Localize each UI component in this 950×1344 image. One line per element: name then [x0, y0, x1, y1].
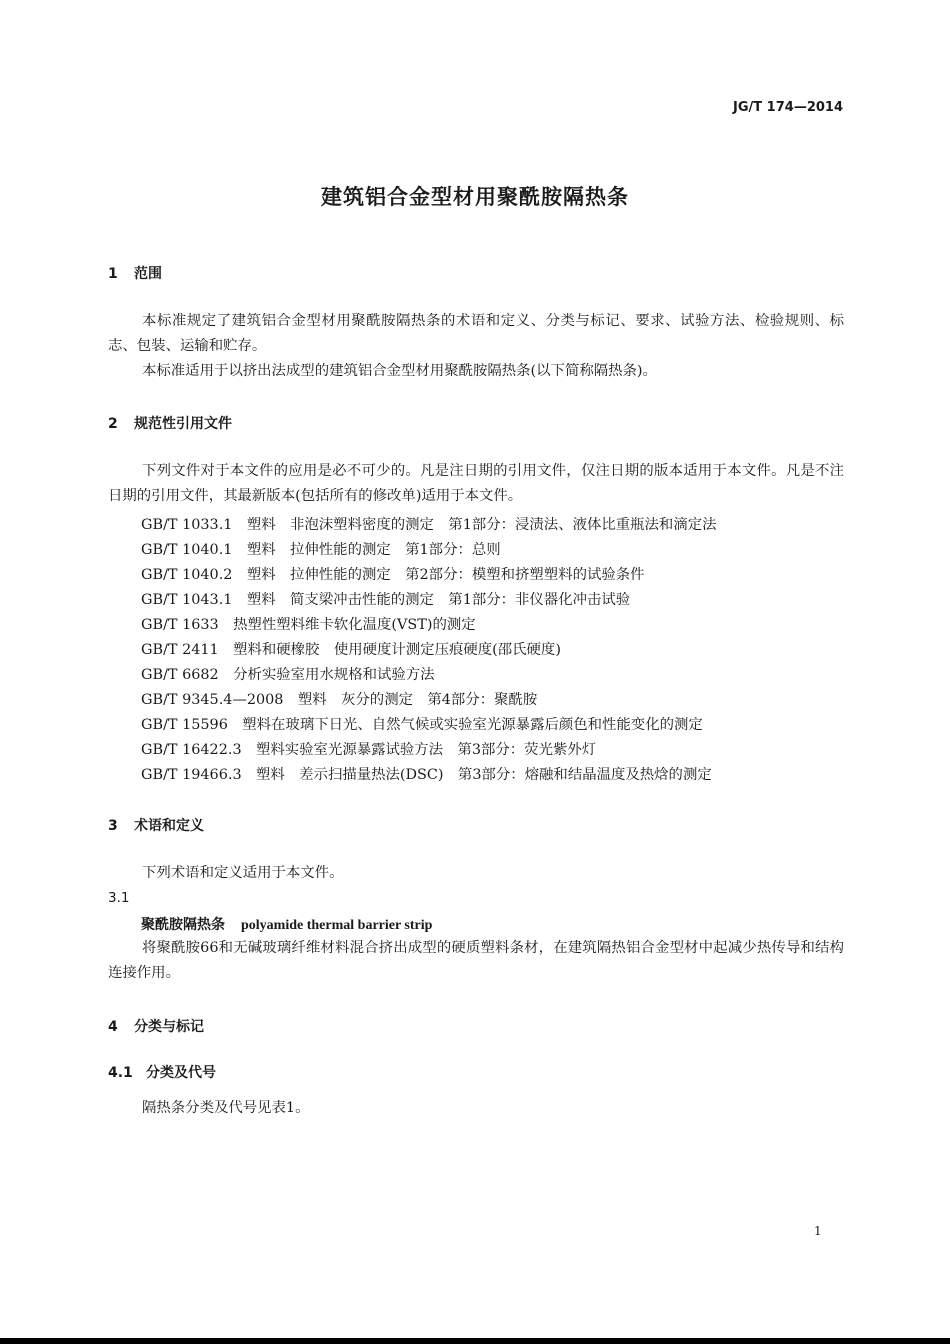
clause-number: 3.1 [108, 890, 130, 906]
reference-item: GB/T 1033.1 塑料 非泡沫塑料密度的测定 第1部分：浸渍法、液体比重瓶法和滴定法 [141, 517, 717, 533]
term-definition: 将聚酰胺66和无碱玻璃纤维材料混合挤出成型的硬质塑料条材，在建筑隔热铝合金型材中起减少热传导和结构连接作用。 [108, 940, 844, 981]
reference-item: GB/T 6682 分析实验室用水规格和试验方法 [141, 667, 435, 683]
standard-code: JG/T 174—2014 [733, 100, 843, 115]
subsection-title: 分类及代号 [146, 1065, 216, 1081]
reference-item: GB/T 1043.1 塑料 简支梁冲击性能的测定 第1部分：非仪器化冲击试验 [141, 592, 631, 608]
section-1-heading [108, 263, 162, 283]
section-number: 4 [108, 1019, 118, 1035]
section-title: 范围 [134, 266, 162, 282]
section-3-heading [108, 815, 204, 835]
scope-paragraph-2: 本标准适用于以挤出法成型的建筑铝合金型材用聚酰胺隔热条(以下简称隔热条)。 [142, 363, 657, 379]
bottom-edge-rule [0, 1338, 950, 1344]
reference-item: GB/T 15596 塑料在玻璃下日光、自然气候或实验室光源暴露后颜色和性能变化的测定 [141, 717, 703, 733]
term-english: polyamide thermal barrier strip [241, 918, 433, 933]
section-number: 2 [108, 416, 118, 432]
section-number: 1 [108, 266, 118, 282]
term-chinese: 聚酰胺隔热条 [141, 917, 225, 933]
reference-item: GB/T 9345.4—2008 塑料 灰分的测定 第4部分：聚酰胺 [141, 692, 538, 708]
reference-item: GB/T 2411 塑料和硬橡胶 使用硬度计测定压痕硬度(邵氏硬度) [141, 642, 561, 658]
reference-item: GB/T 16422.3 塑料实验室光源暴露试验方法 第3部分：荧光紫外灯 [141, 742, 597, 758]
section-title: 规范性引用文件 [134, 416, 232, 432]
subsection-4-1-heading [108, 1062, 216, 1082]
terms-intro: 下列术语和定义适用于本文件。 [142, 865, 344, 881]
page-number: 1 [814, 1224, 822, 1238]
section-2-heading [108, 413, 232, 433]
reference-item: GB/T 1040.1 塑料 拉伸性能的测定 第1部分：总则 [141, 542, 501, 558]
section-title: 术语和定义 [134, 818, 204, 834]
section-title: 分类与标记 [134, 1019, 204, 1035]
reference-item: GB/T 19466.3 塑料 差示扫描量热法(DSC) 第3部分：熔融和结晶温度及热焓的测定 [141, 767, 712, 783]
term-entry [141, 914, 432, 934]
scope-paragraph-1: 本标准规定了建筑铝合金型材用聚酰胺隔热条的术语和定义、分类与标记、要求、试验方法、检验规则、标志、包装、运输和贮存。 [108, 313, 844, 354]
section-4-heading [108, 1016, 204, 1036]
section-number: 3 [108, 818, 118, 834]
document-title: 建筑铝合金型材用聚酰胺隔热条 [321, 185, 629, 209]
subsection-number: 4.1 [108, 1065, 133, 1081]
reference-item: GB/T 1040.2 塑料 拉伸性能的测定 第2部分：模塑和挤塑塑料的试验条件 [141, 567, 645, 583]
references-intro: 下列文件对于本文件的应用是必不可少的。凡是注日期的引用文件，仅注日期的版本适用于本文件。凡是不注日期的引用文件，其最新版本(包括所有的修改单)适用于本文件。 [108, 463, 844, 504]
classification-text: 隔热条分类及代号见表1。 [142, 1100, 310, 1116]
reference-item: GB/T 1633 热塑性塑料维卡软化温度(VST)的测定 [141, 617, 476, 633]
